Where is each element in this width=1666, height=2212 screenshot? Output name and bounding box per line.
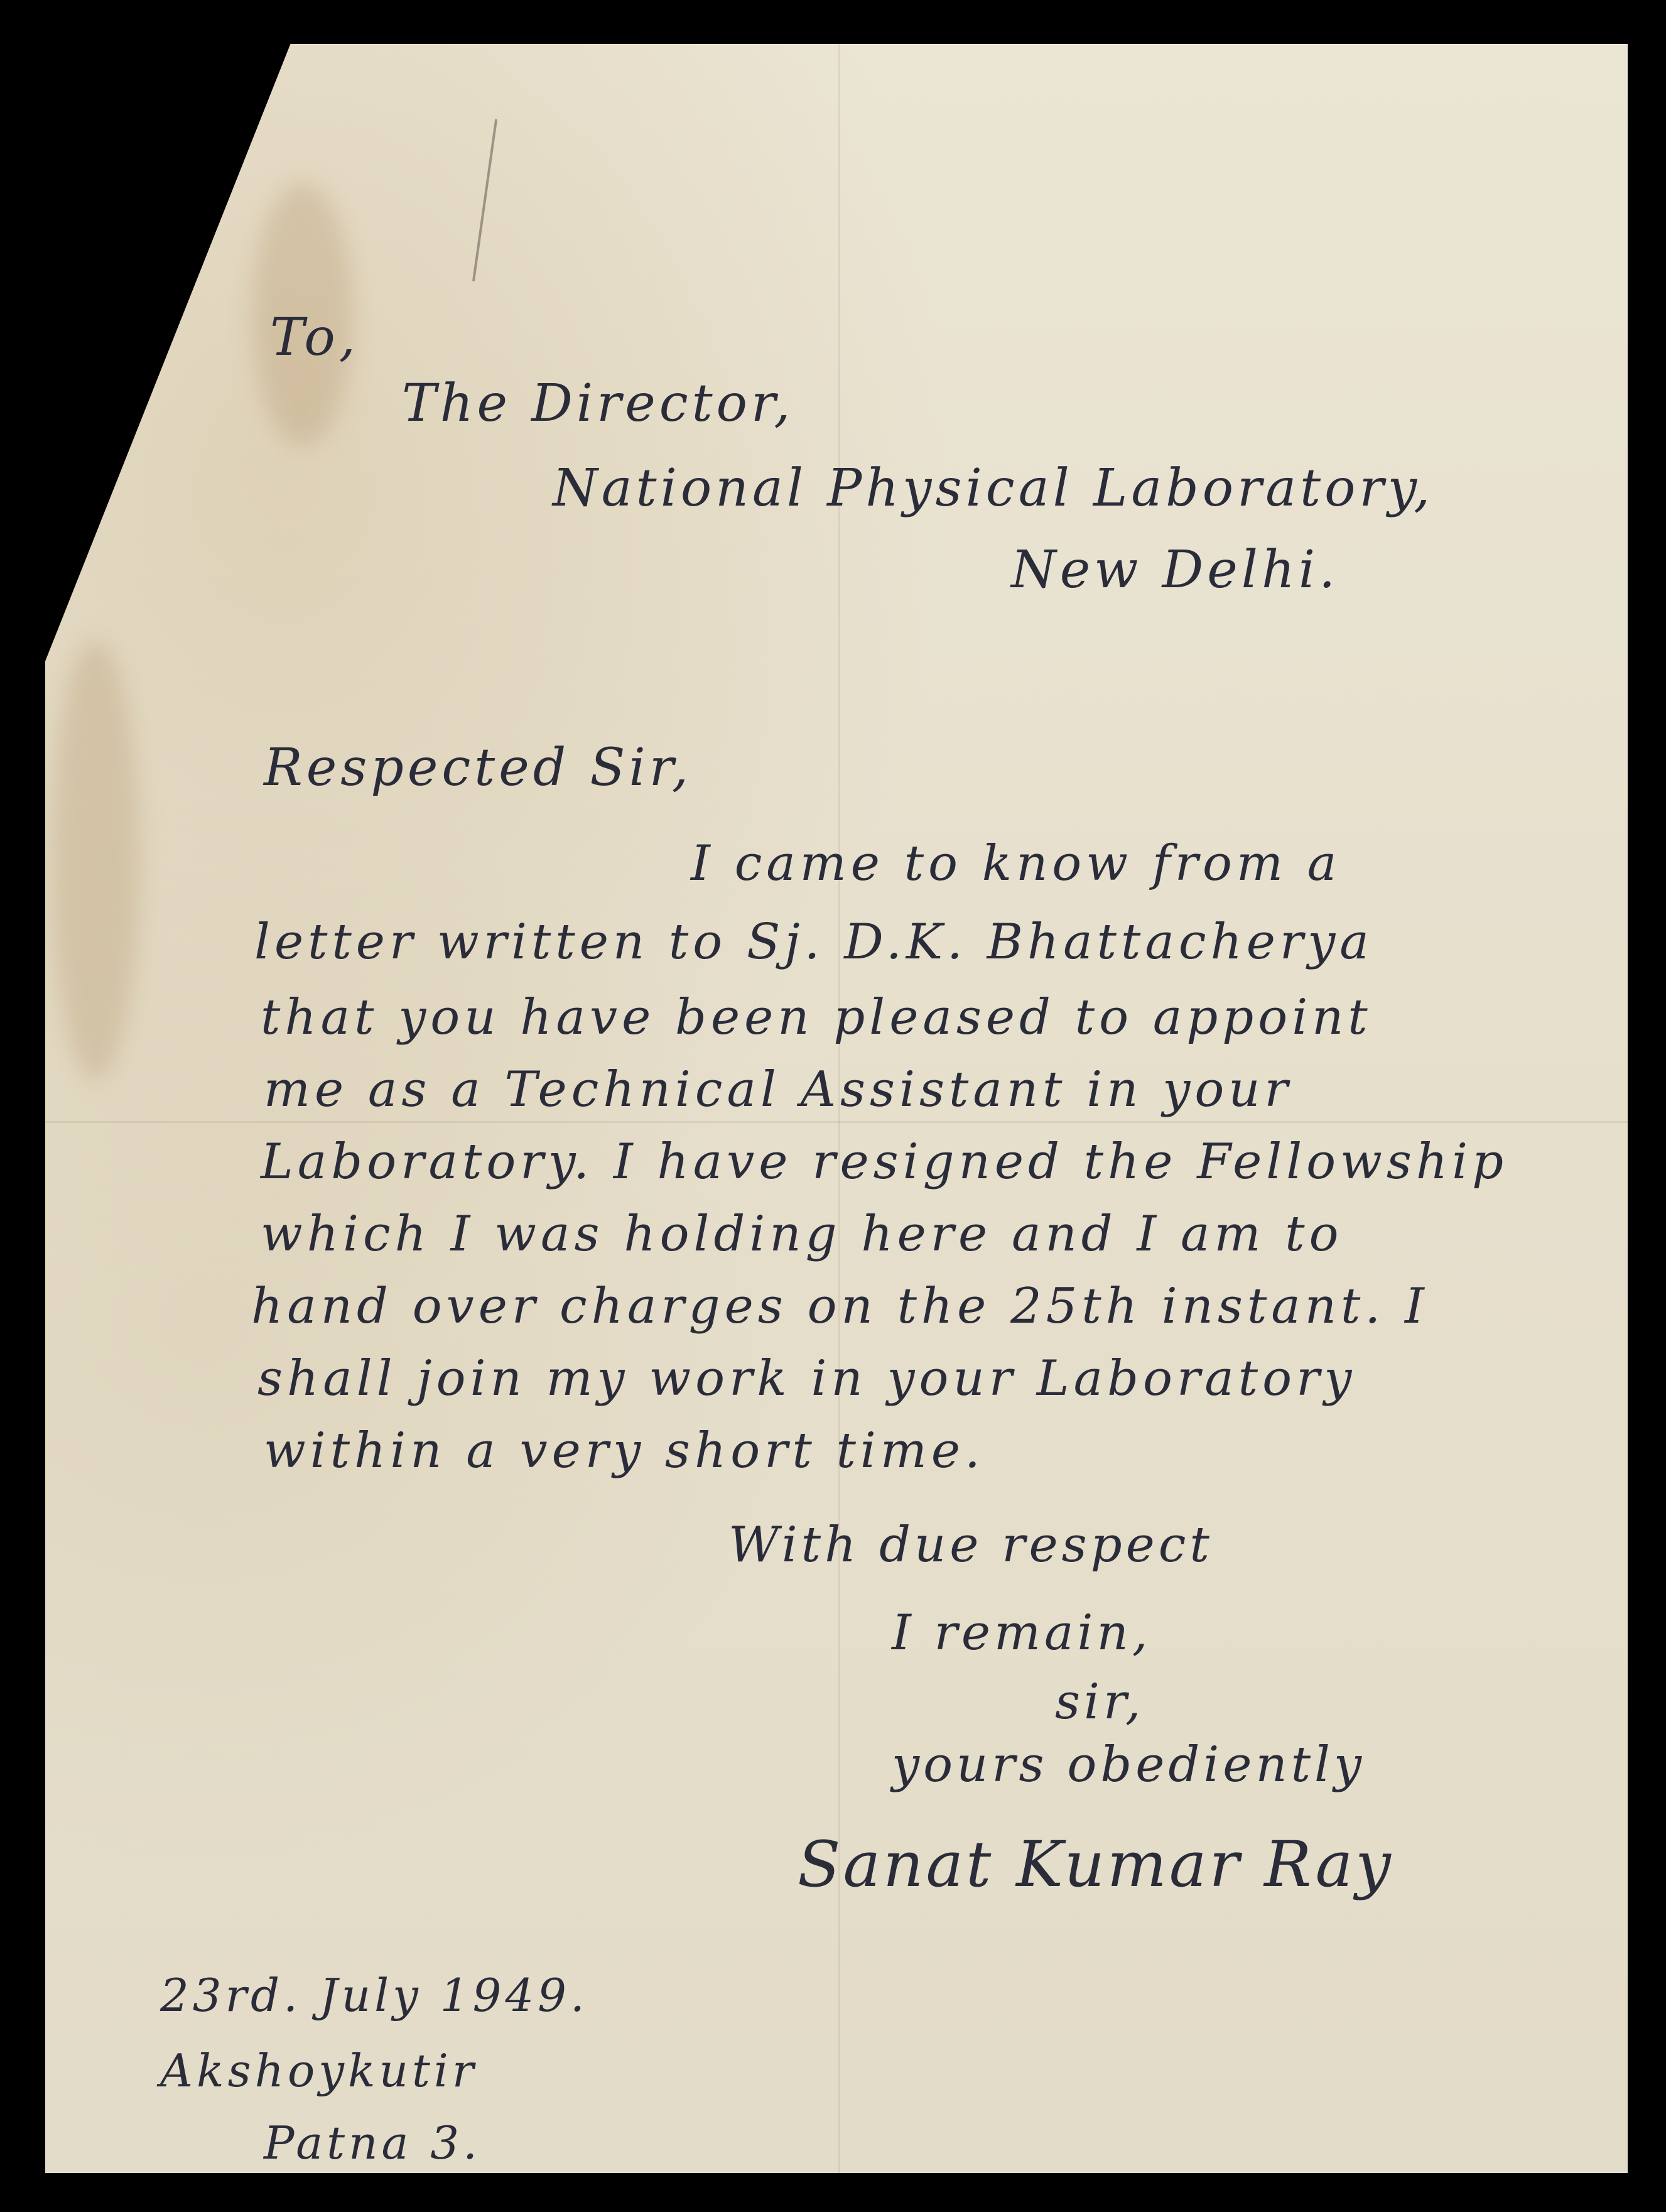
city: New Delhi. <box>1011 540 1339 600</box>
body-line: me as a Technical Assistant in your <box>264 1061 1292 1118</box>
institution: National Physical Laboratory, <box>553 458 1434 518</box>
body-line: I came to know from a <box>691 835 1341 892</box>
closing-line: sir, <box>1055 1674 1145 1730</box>
salutation: Respected Sir, <box>264 738 692 798</box>
fold-line-horizontal <box>45 1121 1628 1123</box>
closing-line: I remain, <box>892 1605 1152 1661</box>
paper-stain <box>51 641 139 1080</box>
body-line: Laboratory. I have resigned the Fellowship <box>261 1134 1508 1190</box>
body-line: within a very short time. <box>264 1423 985 1479</box>
letter-date: 23rd. July 1949. <box>160 1969 588 2022</box>
closing-line: yours obediently <box>892 1737 1366 1793</box>
address-to: To, <box>270 308 359 367</box>
body-line: hand over charges on the 25th instant. I <box>251 1278 1429 1335</box>
body-line: which I was holding here and I am to <box>261 1206 1343 1262</box>
place-line: Patna 3. <box>264 2117 481 2169</box>
closing-line: With due respect <box>728 1517 1213 1573</box>
addressee: The Director, <box>402 374 794 433</box>
body-line: shall join my work in your Laboratory <box>257 1350 1356 1407</box>
place-line: Akshoykutir <box>160 2044 478 2097</box>
body-line: letter written to Sj. D.K. Bhattacherya <box>254 914 1373 970</box>
signature: Sanat Kumar Ray <box>798 1828 1393 1901</box>
body-line: that you have been pleased to appoint <box>261 989 1372 1046</box>
